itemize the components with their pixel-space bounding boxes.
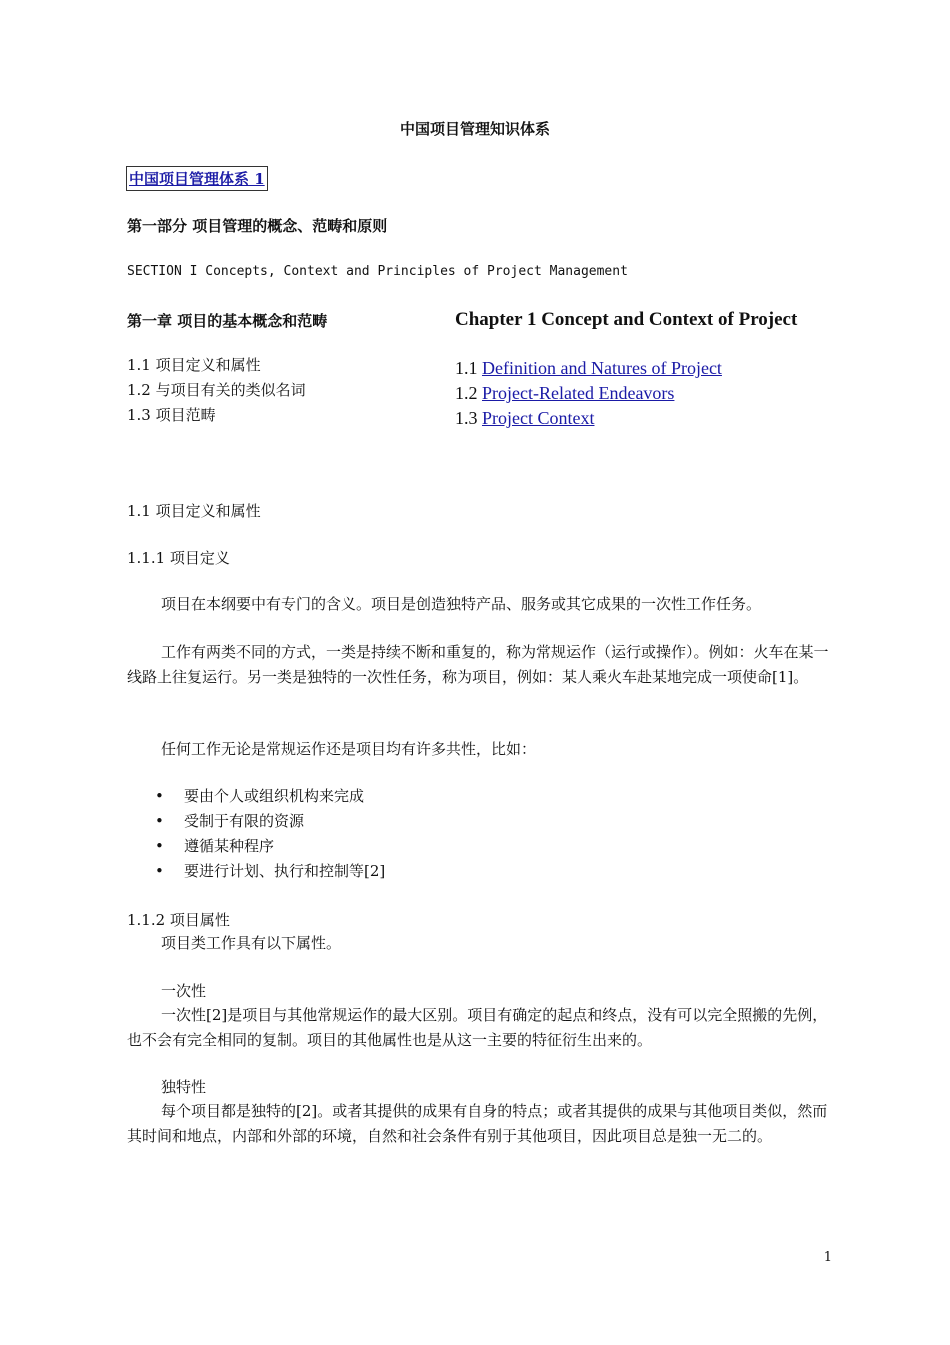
toc-en-number: 1.3 xyxy=(455,408,482,428)
list-item: • 要进行计划、执行和控制等[2] xyxy=(127,859,385,884)
section-1-1-heading: 1.1 项目定义和属性 xyxy=(127,502,261,520)
toc-cn-item: 1.2 与项目有关的类似名词 xyxy=(127,381,306,399)
toc-en-link-definition[interactable]: Definition and Natures of Project xyxy=(482,358,722,378)
toc-cn-item: 1.1 项目定义和属性 xyxy=(127,356,261,374)
toc-en-link-context[interactable]: Project Context xyxy=(482,408,595,428)
section-1-1-2-heading: 1.1.2 项目属性 xyxy=(127,911,230,929)
toc-en-number: 1.1 xyxy=(455,358,482,378)
subheading-unique: 独特性 xyxy=(161,1078,207,1096)
paragraph: 项目类工作具有以下属性。 xyxy=(161,934,342,952)
paragraph: 任何工作无论是常规运作还是项目均有许多共性，比如： xyxy=(161,740,537,758)
toc-cn-item: 1.3 项目范畴 xyxy=(127,406,216,424)
part-heading: 第一部分 项目管理的概念、范畴和原则 xyxy=(127,217,388,235)
toc-en-link-endeavors[interactable]: Project-Related Endeavors xyxy=(482,383,675,403)
chapter-heading-en: Chapter 1 Concept and Context of Project xyxy=(455,309,798,330)
section-1-1-1-heading: 1.1.1 项目定义 xyxy=(127,549,230,567)
list-item: • 遵循某种程序 xyxy=(127,834,385,859)
toc-cn-list xyxy=(127,353,306,428)
toc-en-list xyxy=(455,356,722,431)
toc-en-item xyxy=(455,356,722,381)
toc-en-number: 1.2 xyxy=(455,383,482,403)
toc-link[interactable]: 中国项目管理体系 1 xyxy=(126,166,268,191)
paragraph: 项目在本纲要中有专门的含义。项目是创造独特产品、服务或其它成果的一次性工作任务。 xyxy=(161,595,762,613)
section-heading-en: SECTION I Concepts, Context and Principles of Project Management xyxy=(127,264,628,279)
toc-en-item xyxy=(455,381,722,406)
list-item: • 要由个人或组织机构来完成 xyxy=(127,784,385,809)
toc-en-item xyxy=(455,406,722,431)
paragraph: 工作有两类不同的方式，一类是持续不断和重复的，称为常规运作（运行或操作）。例如：火车在某一线路上往复运行。另一类是独特的一次性任务，称为项目，例如：某人乘火车赴某地完成一项使命[1]。 xyxy=(127,643,829,686)
document-title: 中国项目管理知识体系 xyxy=(399,120,550,138)
paragraph: 一次性[2]是项目与其他常规运作的最大区别。项目有确定的起点和终点，没有可以完全照搬的先例，也不会有完全相同的复制。项目的其他属性也是从这一主要的特征衍生出来的。 xyxy=(127,1006,828,1049)
list-item: • 受制于有限的资源 xyxy=(127,809,385,834)
chapter-heading-cn: 第一章 项目的基本概念和范畴 xyxy=(127,312,328,330)
page-number: 1 xyxy=(823,1250,832,1265)
subheading-once: 一次性 xyxy=(161,982,207,1000)
bullet-list xyxy=(127,784,385,884)
paragraph: 每个项目都是独特的[2]。或者其提供的成果有自身的特点；或者其提供的成果与其他项目类似，然而其时间和地点，内部和外部的环境，自然和社会条件有别于其他项目，因此项目总是独一无二的。 xyxy=(127,1102,828,1145)
